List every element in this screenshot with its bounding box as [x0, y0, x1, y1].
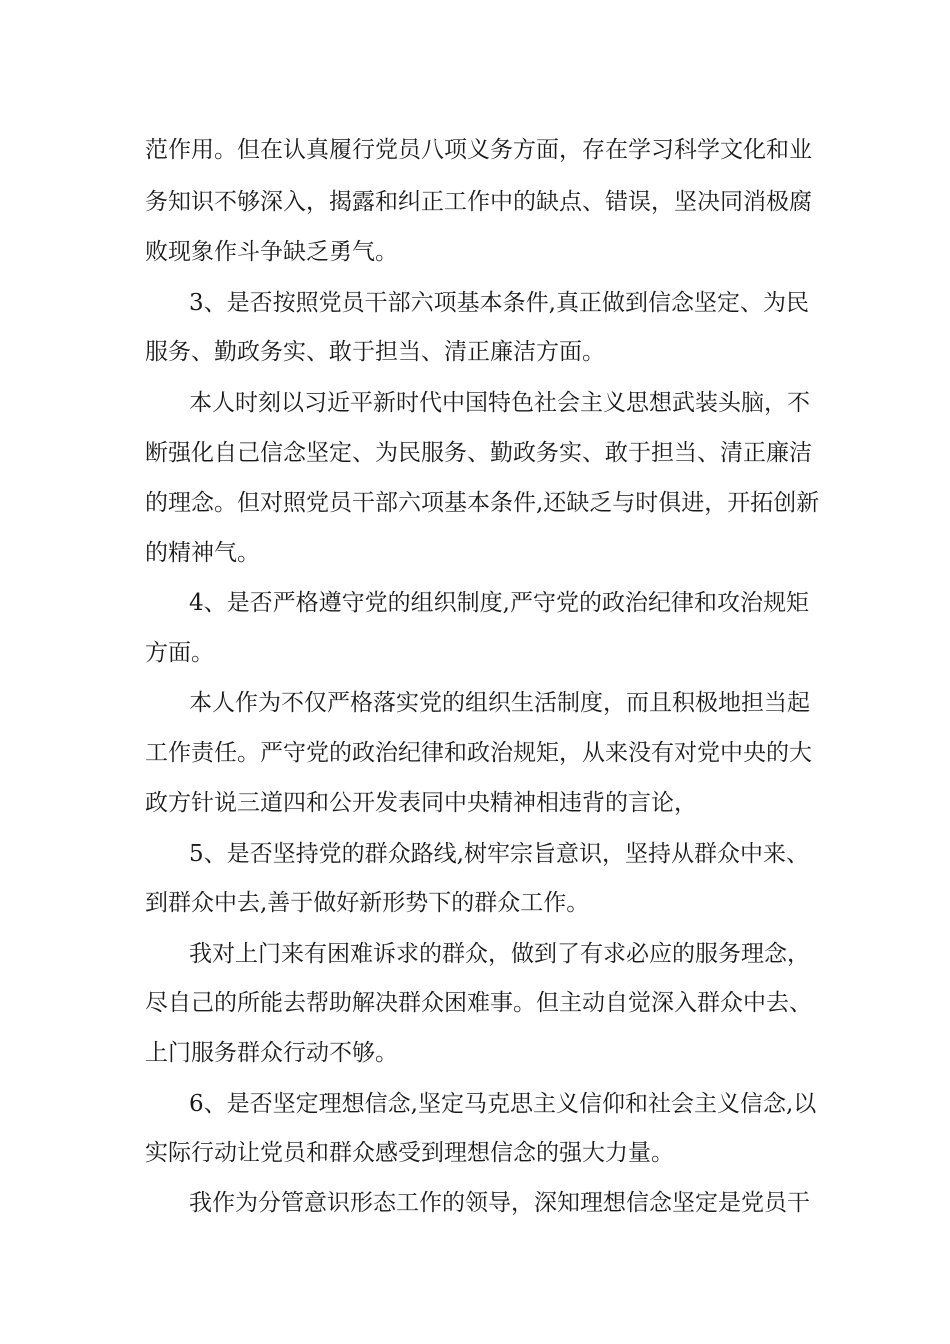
- text-line: 本人时刻以习近平新时代中国特色社会主义思想武装头脑，不: [189, 390, 810, 416]
- text-line: 到群众中去,善于做好新形势下的群众工作。: [145, 890, 590, 916]
- text-line: 实际行动让党员和群众感受到理想信念的强大力量。: [145, 1140, 674, 1166]
- text-line: 的理念。但对照党员干部六项基本条件,还缺乏与时俱进，开拓创新: [145, 490, 820, 516]
- text-line: 务知识不够深入，揭露和纠正工作中的缺点、错误，坚决同消极腐: [145, 189, 812, 215]
- text-line: 范作用。但在认真履行党员八项义务方面，存在学习科学文化和业: [145, 137, 812, 163]
- text-line: 方面。: [145, 640, 214, 666]
- text-line: 断强化自己信念坚定、为民服务、勤政务实、敢于担当、清正廉洁: [145, 440, 812, 466]
- text-line: 败现象作斗争缺乏勇气。: [145, 239, 398, 265]
- text-line: 我作为分管意识形态工作的领导，深知理想信念坚定是党员干: [189, 1190, 810, 1216]
- text-line: 尽自己的所能去帮助解决群众困难事。但主动自觉深入群众中去、: [145, 990, 812, 1016]
- text-line: 3、是否按照党员干部六项基本条件,真正做到信念坚定、为民: [189, 290, 809, 316]
- text-line: 5、是否坚持党的群众路线,树牢宗旨意识，坚持从群众中来、: [189, 841, 809, 867]
- text-line: 我对上门来有困难诉求的群众，做到了有求必应的服务理念，: [189, 941, 810, 967]
- text-line: 工作责任。严守党的政治纪律和政治规矩，从来没有对党中央的大: [145, 740, 812, 766]
- text-line: 6、是否坚定理想信念,坚定马克思主义信仰和社会主义信念,以: [189, 1091, 817, 1117]
- text-line: 上门服务群众行动不够。: [145, 1040, 398, 1066]
- text-line: 的精神气。: [145, 540, 260, 566]
- text-line: 本人作为不仅严格落实党的组织生活制度，而且积极地担当起: [189, 690, 810, 716]
- text-line: 服务、勤政务实、敢于担当、清正廉洁方面。: [145, 339, 605, 365]
- text-line: 政方针说三道四和公开发表同中央精神相违背的言论，: [145, 790, 697, 816]
- text-line: 4、是否严格遵守党的组织制度,严守党的政治纪律和攻治规矩: [189, 590, 809, 616]
